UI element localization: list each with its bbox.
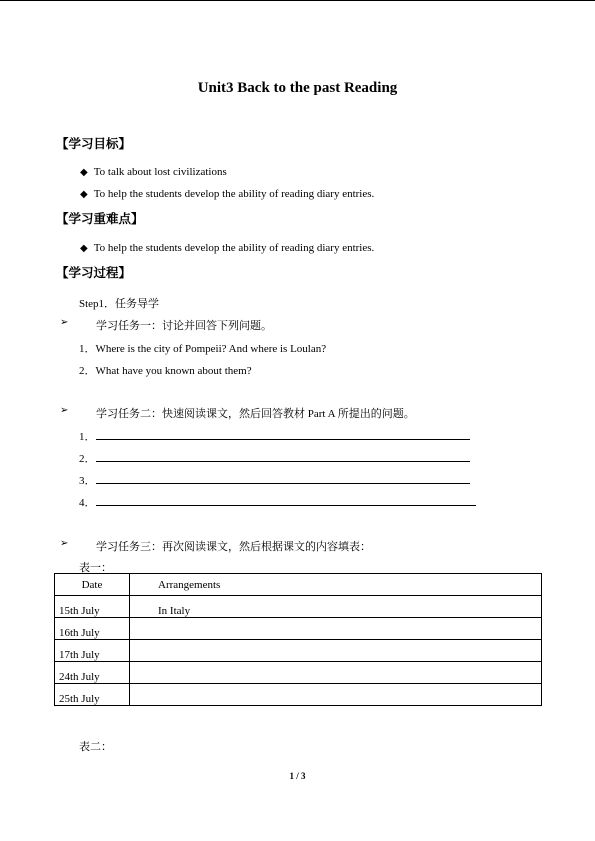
task1-question: 1．Where is the city of Pompeii? And where is Loulan? <box>79 343 327 355</box>
answer-line <box>79 428 470 444</box>
table-header-row <box>55 574 542 596</box>
bullet-text: To talk about lost civilizations <box>93 166 227 178</box>
answer-number: 3． <box>79 475 96 487</box>
arrow-bullet-icon: ➢ <box>60 538 69 549</box>
arrangement-cell[interactable] <box>130 640 542 662</box>
task1-text: 学习任务一：讨论并回答下列问题。 <box>96 320 272 332</box>
answer-number: 1． <box>79 431 96 443</box>
page-number: 1 / 3 <box>289 771 306 781</box>
bullet-item <box>80 242 374 254</box>
answer-number: 4． <box>79 497 96 509</box>
diamond-bullet-icon: ◆ <box>80 167 88 178</box>
date-cell: 25th July <box>55 684 130 706</box>
table-row <box>55 684 542 706</box>
section-heading-process: 【学习过程】 <box>56 265 132 280</box>
table-row <box>55 618 542 640</box>
answer-line <box>79 494 476 510</box>
arrow-bullet-icon: ➢ <box>60 317 69 328</box>
answer-blank[interactable] <box>96 473 470 484</box>
section-heading-objectives: 【学习目标】 <box>56 136 132 151</box>
date-cell: 24th July <box>55 662 130 684</box>
page-title: Unit3 Back to the past Reading <box>197 80 398 96</box>
arrangement-cell[interactable] <box>130 662 542 684</box>
answer-blank[interactable] <box>96 495 476 506</box>
date-cell: 16th July <box>55 618 130 640</box>
section-heading-key-points: 【学习重难点】 <box>56 211 144 226</box>
table1-label: 表一： <box>79 562 112 574</box>
date-cell: 17th July <box>55 640 130 662</box>
bullet-item <box>80 166 227 178</box>
table-row <box>55 596 542 618</box>
answer-line <box>79 472 470 488</box>
bullet-item <box>80 188 374 200</box>
arrangements-table <box>54 573 542 706</box>
task3-text: 学习任务三：再次阅读课文，然后根据课文的内容填表： <box>96 541 371 553</box>
arrangement-cell[interactable] <box>130 684 542 706</box>
task1-question: 2．What have you known about them? <box>79 365 252 377</box>
arrangement-cell[interactable]: In Italy <box>130 596 542 618</box>
bullet-text: To help the students develop the ability of reading diary entries. <box>93 188 375 200</box>
arrangement-cell[interactable] <box>130 618 542 640</box>
answer-line <box>79 450 470 466</box>
header-arrangements: Arrangements <box>130 574 542 596</box>
header-date: Date <box>55 574 130 596</box>
table2-label: 表二： <box>79 741 112 753</box>
arrow-bullet-icon: ➢ <box>60 405 69 416</box>
bullet-text: To help the students develop the ability of reading diary entries. <box>93 242 375 254</box>
table-row <box>55 640 542 662</box>
page-top-border <box>0 0 595 1</box>
task2-text: 学习任务二：快速阅读课文，然后回答教材 Part A 所提出的问题。 <box>96 408 415 420</box>
answer-blank[interactable] <box>96 429 470 440</box>
table-row <box>55 662 542 684</box>
diamond-bullet-icon: ◆ <box>80 243 88 254</box>
step1-label: Step1．任务导学 <box>79 298 160 310</box>
answer-number: 2． <box>79 453 96 465</box>
answer-blank[interactable] <box>96 451 470 462</box>
diamond-bullet-icon: ◆ <box>80 189 88 200</box>
date-cell: 15th July <box>55 596 130 618</box>
